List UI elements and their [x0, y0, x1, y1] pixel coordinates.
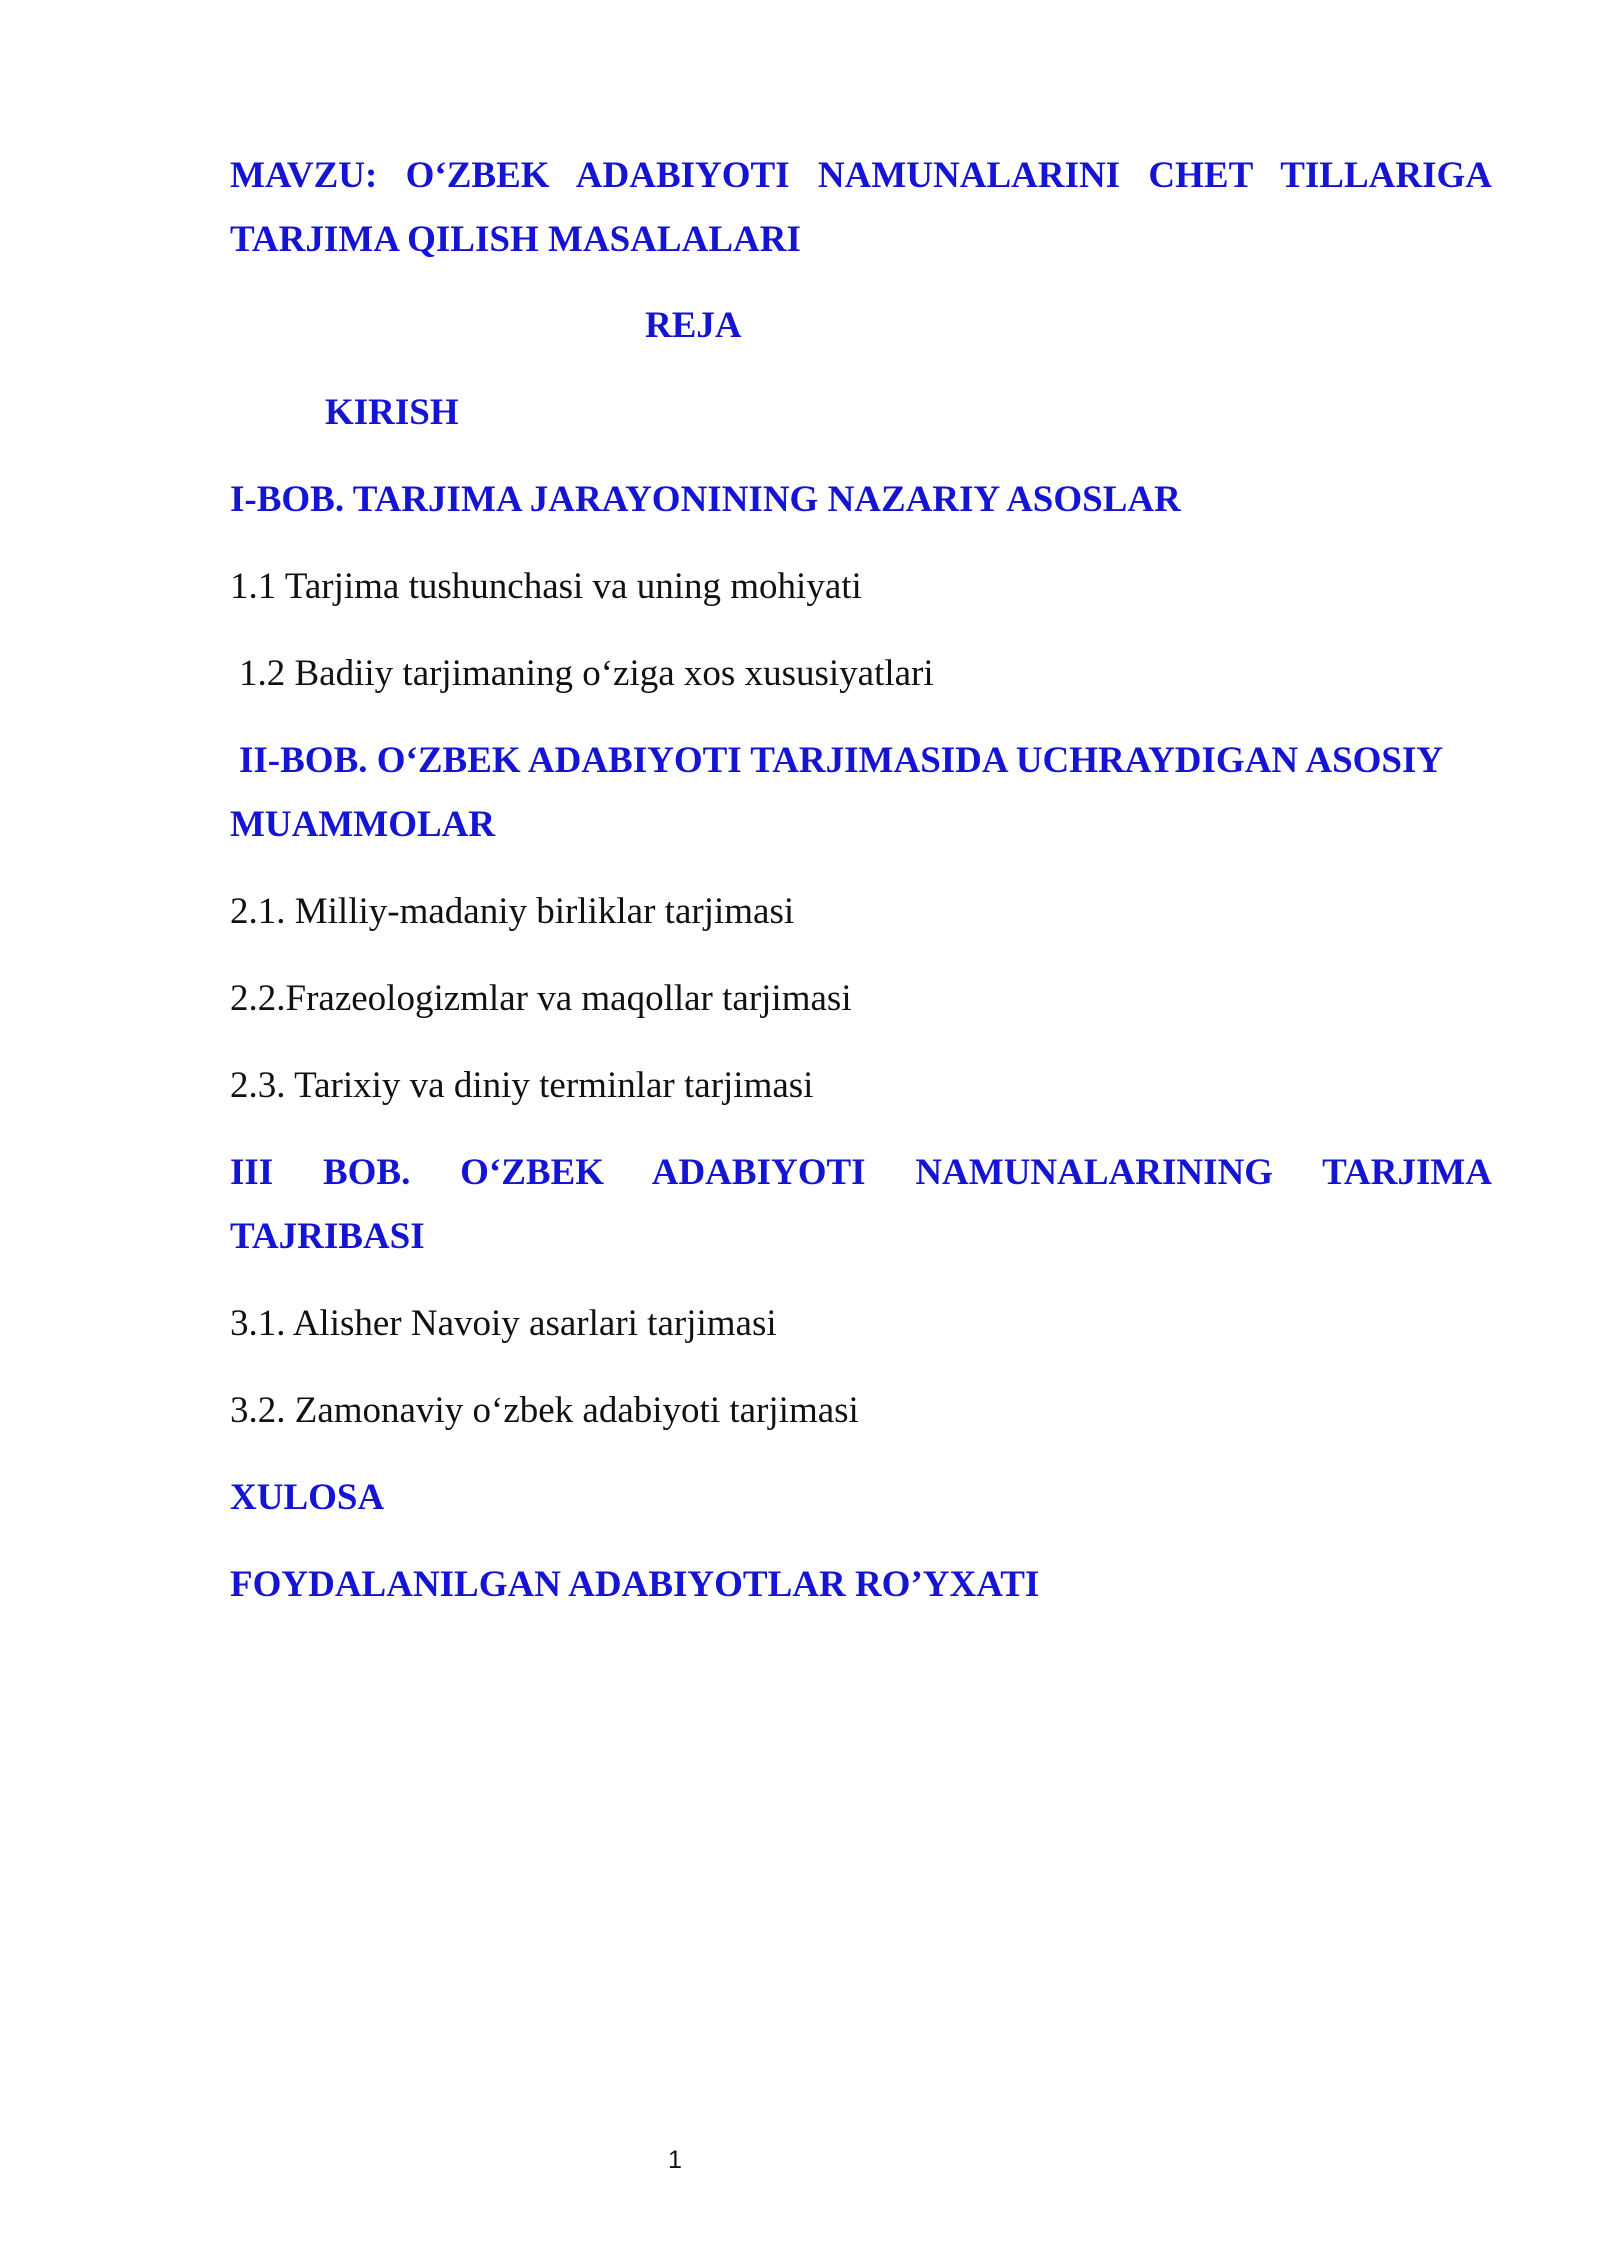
chapter-3-title-line-2: TAJRIBASI [230, 1216, 425, 1257]
section-3-2: 3.2. Zamonaviy o‘zbek adabiyoti tarjimasi [230, 1390, 859, 1431]
chapter-3-title-line-1: III BOB. O‘ZBEK ADABIYOTI NAMUNALARINING TARJIMA [230, 1152, 1492, 1193]
chapter-2-title-line-1: II-BOB. O‘ZBEK ADABIYOTI TARJIMASIDA UCHRAYDIGAN ASOSIY [239, 740, 1444, 781]
topic-title-line-1: MAVZU: O‘ZBEK ADABIYOTI NAMUNALARINI CHET TILLARIGA [230, 155, 1492, 196]
section-2-3: 2.3. Tarixiy va diniy terminlar tarjimasi [230, 1065, 814, 1106]
chapter-2-title-line-2: MUAMMOLAR [230, 804, 496, 845]
section-2-2: 2.2.Frazeologizmlar va maqollar tarjimasi [230, 978, 852, 1019]
conclusion-heading: XULOSA [230, 1477, 385, 1518]
section-2-1: 2.1. Milliy-madaniy birliklar tarjimasi [230, 891, 795, 932]
chapter-1-title: I-BOB. TARJIMA JARAYONINING NAZARIY ASOSLAR [230, 479, 1181, 520]
references-heading: FOYDALANILGAN ADABIYOTLAR RO’YXATI [230, 1564, 1040, 1605]
intro-heading: KIRISH [325, 392, 459, 433]
plan-heading: REJA [645, 305, 742, 346]
section-1-1: 1.1 Tarjima tushunchasi va uning mohiyati [230, 566, 862, 607]
section-1-2: 1.2 Badiiy tarjimaning o‘ziga xos xususiyatlari [239, 653, 934, 694]
section-3-1: 3.1. Alisher Navoiy asarlari tarjimasi [230, 1303, 777, 1344]
page-number: 1 [668, 2146, 682, 2174]
topic-title-line-2: TARJIMA QILISH MASALALARI [230, 219, 801, 260]
